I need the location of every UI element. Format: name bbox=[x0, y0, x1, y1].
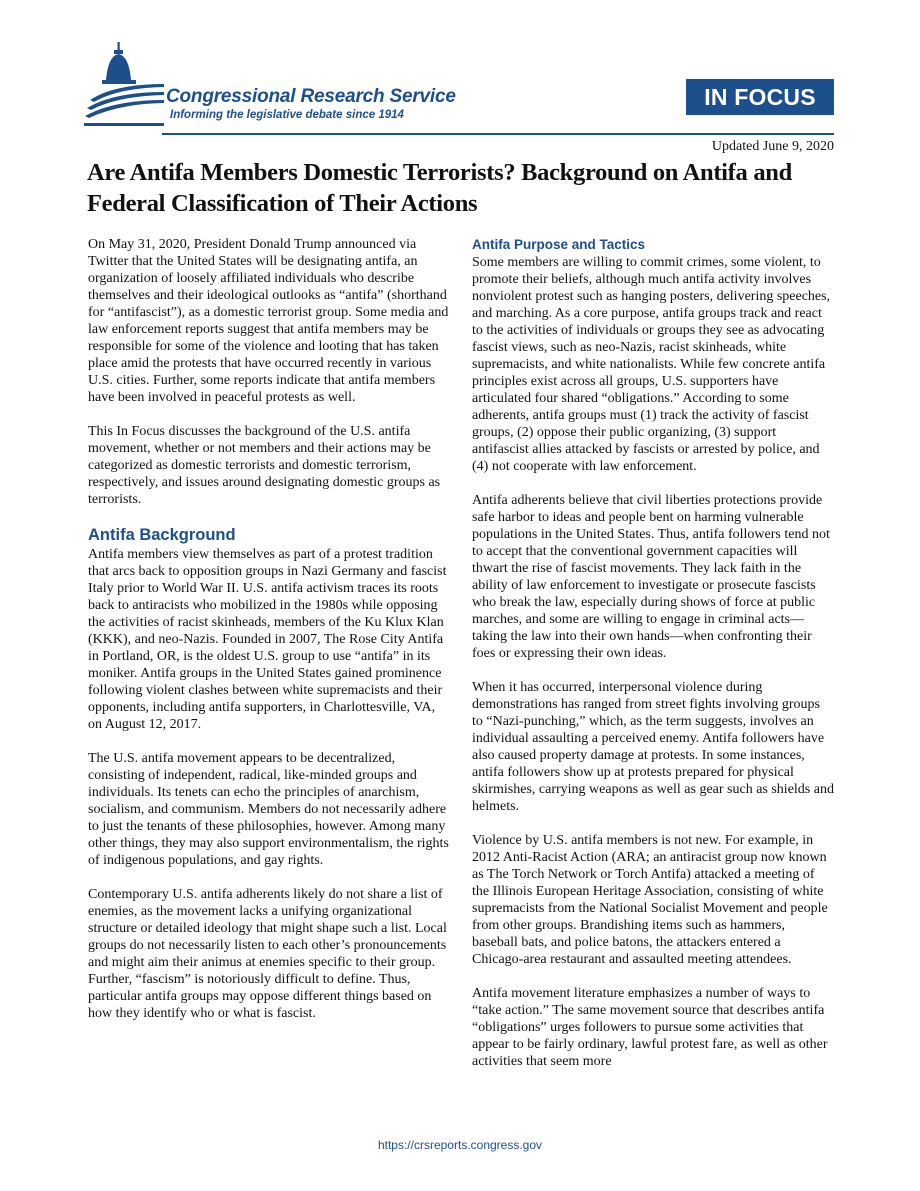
section-heading-background: Antifa Background bbox=[88, 526, 236, 544]
capitol-dome-icon bbox=[84, 40, 174, 135]
org-name: Congressional Research Service bbox=[166, 86, 456, 107]
footer-url[interactable]: https://crsreports.congress.gov bbox=[377, 1138, 543, 1152]
updated-date: Updated June 9, 2020 bbox=[711, 139, 834, 154]
org-tagline: Informing the legislative debate since 1914 bbox=[170, 109, 404, 121]
document-title: Are Antifa Members Domestic Terrorists? Background on Antifa and Federal Classification of Their Actions bbox=[87, 159, 792, 217]
purpose-paragraph-1: Some members are willing to commit crimes, some violent, to promote their beliefs, although much antifa activity involves nonviolent protest such as hanging posters, delivering speeches, and marching. As a core purpose, antifa groups track and react to the activities of individuals or groups they see as advocating fascist views, such as neo-Nazis, racist skinheads, white supremacists, and white nationalists. While few concrete antifa principles exist across all groups, U.S. supporters have articulated four shared “obligations.” According to some adherents, antifa groups must (1) track the activity of fascist groups, (2) oppose their public organizing, (3) support antifascist allies attacked by fascists or arrested by police, and (4) not cooperate with law enforcement. bbox=[472, 255, 831, 474]
purpose-paragraph-5: Antifa movement literature emphasizes a number of ways to “take action.” The same movement source that describes antifa “obligations” urges followers to pursue some activities that appear to be fairly ordinary, lawful protest fare, as well as other activities that seem more bbox=[472, 986, 828, 1069]
section-heading-purpose: Antifa Purpose and Tactics bbox=[472, 237, 646, 252]
intro-paragraph-1: On May 31, 2020, President Donald Trump announced via Twitter that the United States will be designating antifa, an organization of loosely affiliated individuals who describe themselves and their ideological outlooks as “antifa” (shorthand for “antifascist”), as a domestic terrorist group. Some media and law enforcement reports suggest that antifa members may be responsible for some of the violence and looting that has taken place amid the protests that have occurred recently in various U.S. cities. Further, some reports indicate that antifa members have been involved in peaceful protests as well. bbox=[88, 237, 449, 405]
background-paragraph-2: The U.S. antifa movement appears to be decentralized, consisting of independent, radical, like-minded groups and individuals. Its tenets can echo the principles of anarchism, socialism, and communism. Members do not necessarily adhere to just the tenants of these philosophies, however. Among many other things, they may also support environmentalism, the rights of indigenous populations, and gay rights. bbox=[88, 751, 449, 868]
background-paragraph-1: Antifa members view themselves as part of a protest tradition that arcs back to opposition groups in Nazi Germany and fascist Italy prior to World War II. U.S. antifa activism traces its roots back to antiracists who mobilized in the 1980s while opposing the activities of racist skinheads, members of the Ku Klux Klan (KKK), and neo-Nazis. Founded in 2007, The Rose City Antifa in Portland, OR, is the oldest U.S. group to use “antifa” in its moniker. Antifa groups in the United States gained prominence following violent clashes between white supremacists and their opponents, including antifa supporters, in Charlottesville, VA, on August 12, 2017. bbox=[88, 547, 447, 732]
left-column bbox=[88, 236, 450, 1039]
purpose-paragraph-3: When it has occurred, interpersonal violence during demonstrations has ranged from street fights involving groups to “Nazi-punching,” which, as the term suggests, involves an individual assaulting a perceived enemy. Antifa followers have also caused property damage at protests. In some instances, antifa followers show up at protests prepared for physical skirmishes, carrying weapons as well as gear such as shields and helmets. bbox=[472, 680, 834, 814]
background-paragraph-3: Contemporary U.S. antifa adherents likely do not share a list of enemies, as the movement lacks a unifying organizational structure or detailed ideology that might shape such a list. Local groups do not necessarily listen to each other’s pronouncements and might aim their animus at enemies specific to their group. Further, “fascism” is notoriously difficult to define. Thus, particular antifa groups may oppose different things based on how they identify who or what is fascist. bbox=[88, 887, 447, 1021]
purpose-paragraph-2: Antifa adherents believe that civil liberties protections provide safe harbor to ideas and people bent on harming vulnerable populations in the United States. Thus, antifa followers tend not to accept that the conventional government capacities will thwart the rise of fascist movements. They lack faith in the ability of law enforcement to investigate or prosecute fascists who break the law, especially during shows of force at public marches, and some are willing to engage in criminal acts—taking the law into their own hands—when confronting their foes or expressing their own ideas. bbox=[472, 493, 830, 661]
purpose-paragraph-4: Violence by U.S. antifa members is not new. For example, in 2012 Anti-Racist Action (ARA; an antiracist group now known as The Torch Network or Torch Antifa) attacked a meeting of the Illinois European Heritage Association, consisting of white supremacists from the National Socialist Movement and people from other groups. Brandishing items such as hammers, baseball bats, and police batons, the attackers entered a Chicago-area restaurant and assaulted meeting attendees. bbox=[472, 833, 828, 967]
intro-paragraph-2: This In Focus discusses the background of the U.S. antifa movement, whether or not members and their actions may be categorized as domestic terrorists and domestic terrorism, respectively, and issues around designating domestic groups as terrorists. bbox=[88, 424, 441, 507]
header-rule bbox=[162, 133, 834, 135]
right-column bbox=[472, 236, 834, 1087]
in-focus-badge: IN FOCUS bbox=[686, 79, 834, 115]
crs-logo bbox=[84, 40, 504, 135]
